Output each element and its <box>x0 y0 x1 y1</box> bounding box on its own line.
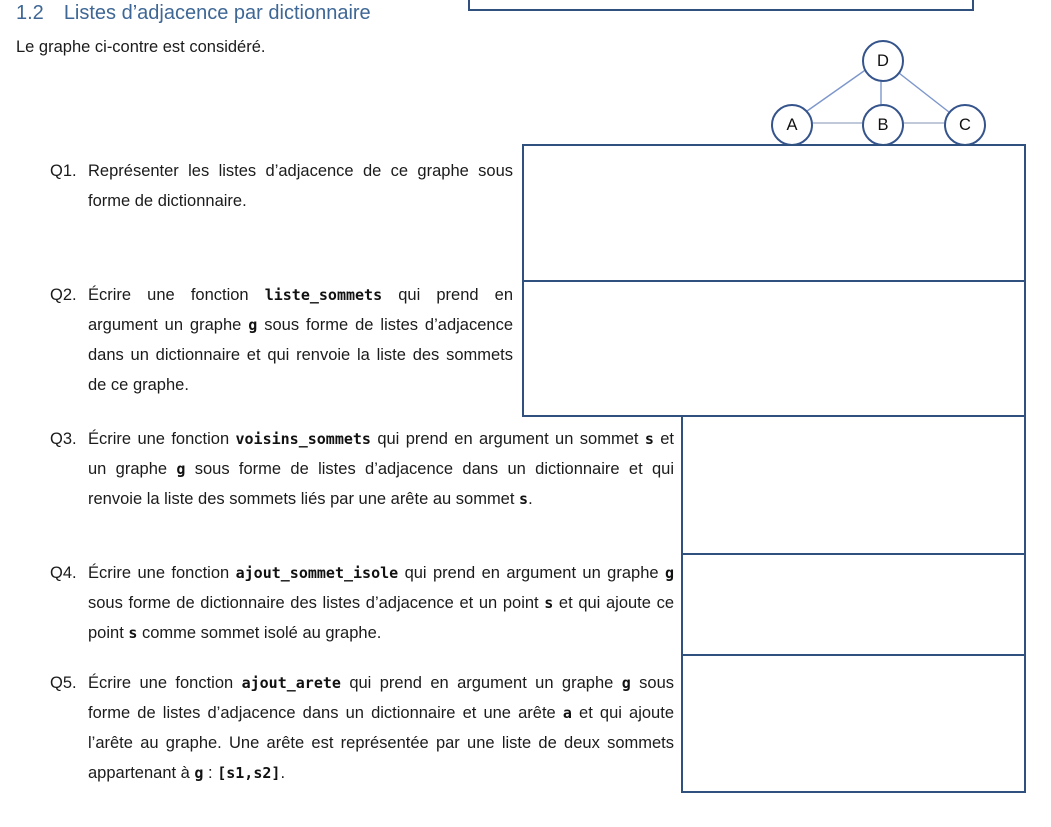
answer-box-q4 <box>681 553 1026 656</box>
question-q5-label: Q5. <box>50 674 77 692</box>
section-title: Listes d’adjacence par dictionnaire <box>63 2 371 24</box>
question-q5-text: Écrire une fonction ajout_arete qui prend en argument un graphe g sous forme de listes d’adjacence dans un dictionnaire et une arête a et qui ajoute l’arête au graphe. Une arête est représentée par une liste de deux sommets appartenant à g : [s1,s2]. <box>88 674 674 782</box>
question-q4-text: Écrire une fonction ajout_sommet_isole qui prend en argument un graphe g sous forme de dictionnaire des listes d’adjacence et un point s et qui ajoute ce point s comme sommet isolé au graphe. <box>88 564 674 642</box>
graph-node-c <box>944 104 986 146</box>
question-q2 <box>50 280 513 400</box>
question-q2-label: Q2. <box>50 286 77 304</box>
graph-node-b-label: B <box>877 115 889 134</box>
answer-box-q5 <box>681 654 1026 793</box>
graph-node-a-label: A <box>786 115 798 134</box>
question-q3-text: Écrire une fonction voisins_sommets qui prend en argument un sommet s et un graphe g sous forme de listes d’adjacence dans un dictionnaire et qui renvoie la liste des sommets liés par une arête au sommet s. <box>88 430 674 508</box>
graph-node-d-label: D <box>877 51 889 70</box>
answer-box-q2 <box>522 280 1026 417</box>
question-q4-label: Q4. <box>50 564 77 582</box>
question-q1 <box>50 156 513 216</box>
section-number: 1.2 <box>16 2 44 24</box>
answer-box-q3 <box>681 415 1026 555</box>
question-q1-text: Représenter les listes d’adjacence de ce graphe sous forme de dictionnaire. <box>88 162 513 210</box>
section-heading <box>16 0 371 27</box>
question-q3-label: Q3. <box>50 430 77 448</box>
question-q2-text: Écrire une fonction liste_sommets qui prend en argument un graphe g sous forme de listes d’adjacence dans un dictionnaire et qui renvoie la liste des sommets de ce graphe. <box>88 286 513 394</box>
graph-node-c-label: C <box>959 115 971 134</box>
graph-node-a <box>771 104 813 146</box>
graph-node-b <box>862 104 904 146</box>
question-q1-label: Q1. <box>50 162 77 180</box>
answer-box-top-partial <box>468 0 974 11</box>
question-q5 <box>50 668 674 788</box>
answer-box-q1 <box>522 144 1026 282</box>
question-q4 <box>50 558 674 648</box>
question-q3 <box>50 424 674 514</box>
intro-text: Le graphe ci-contre est considéré. <box>16 38 266 56</box>
graph-node-d <box>862 40 904 82</box>
